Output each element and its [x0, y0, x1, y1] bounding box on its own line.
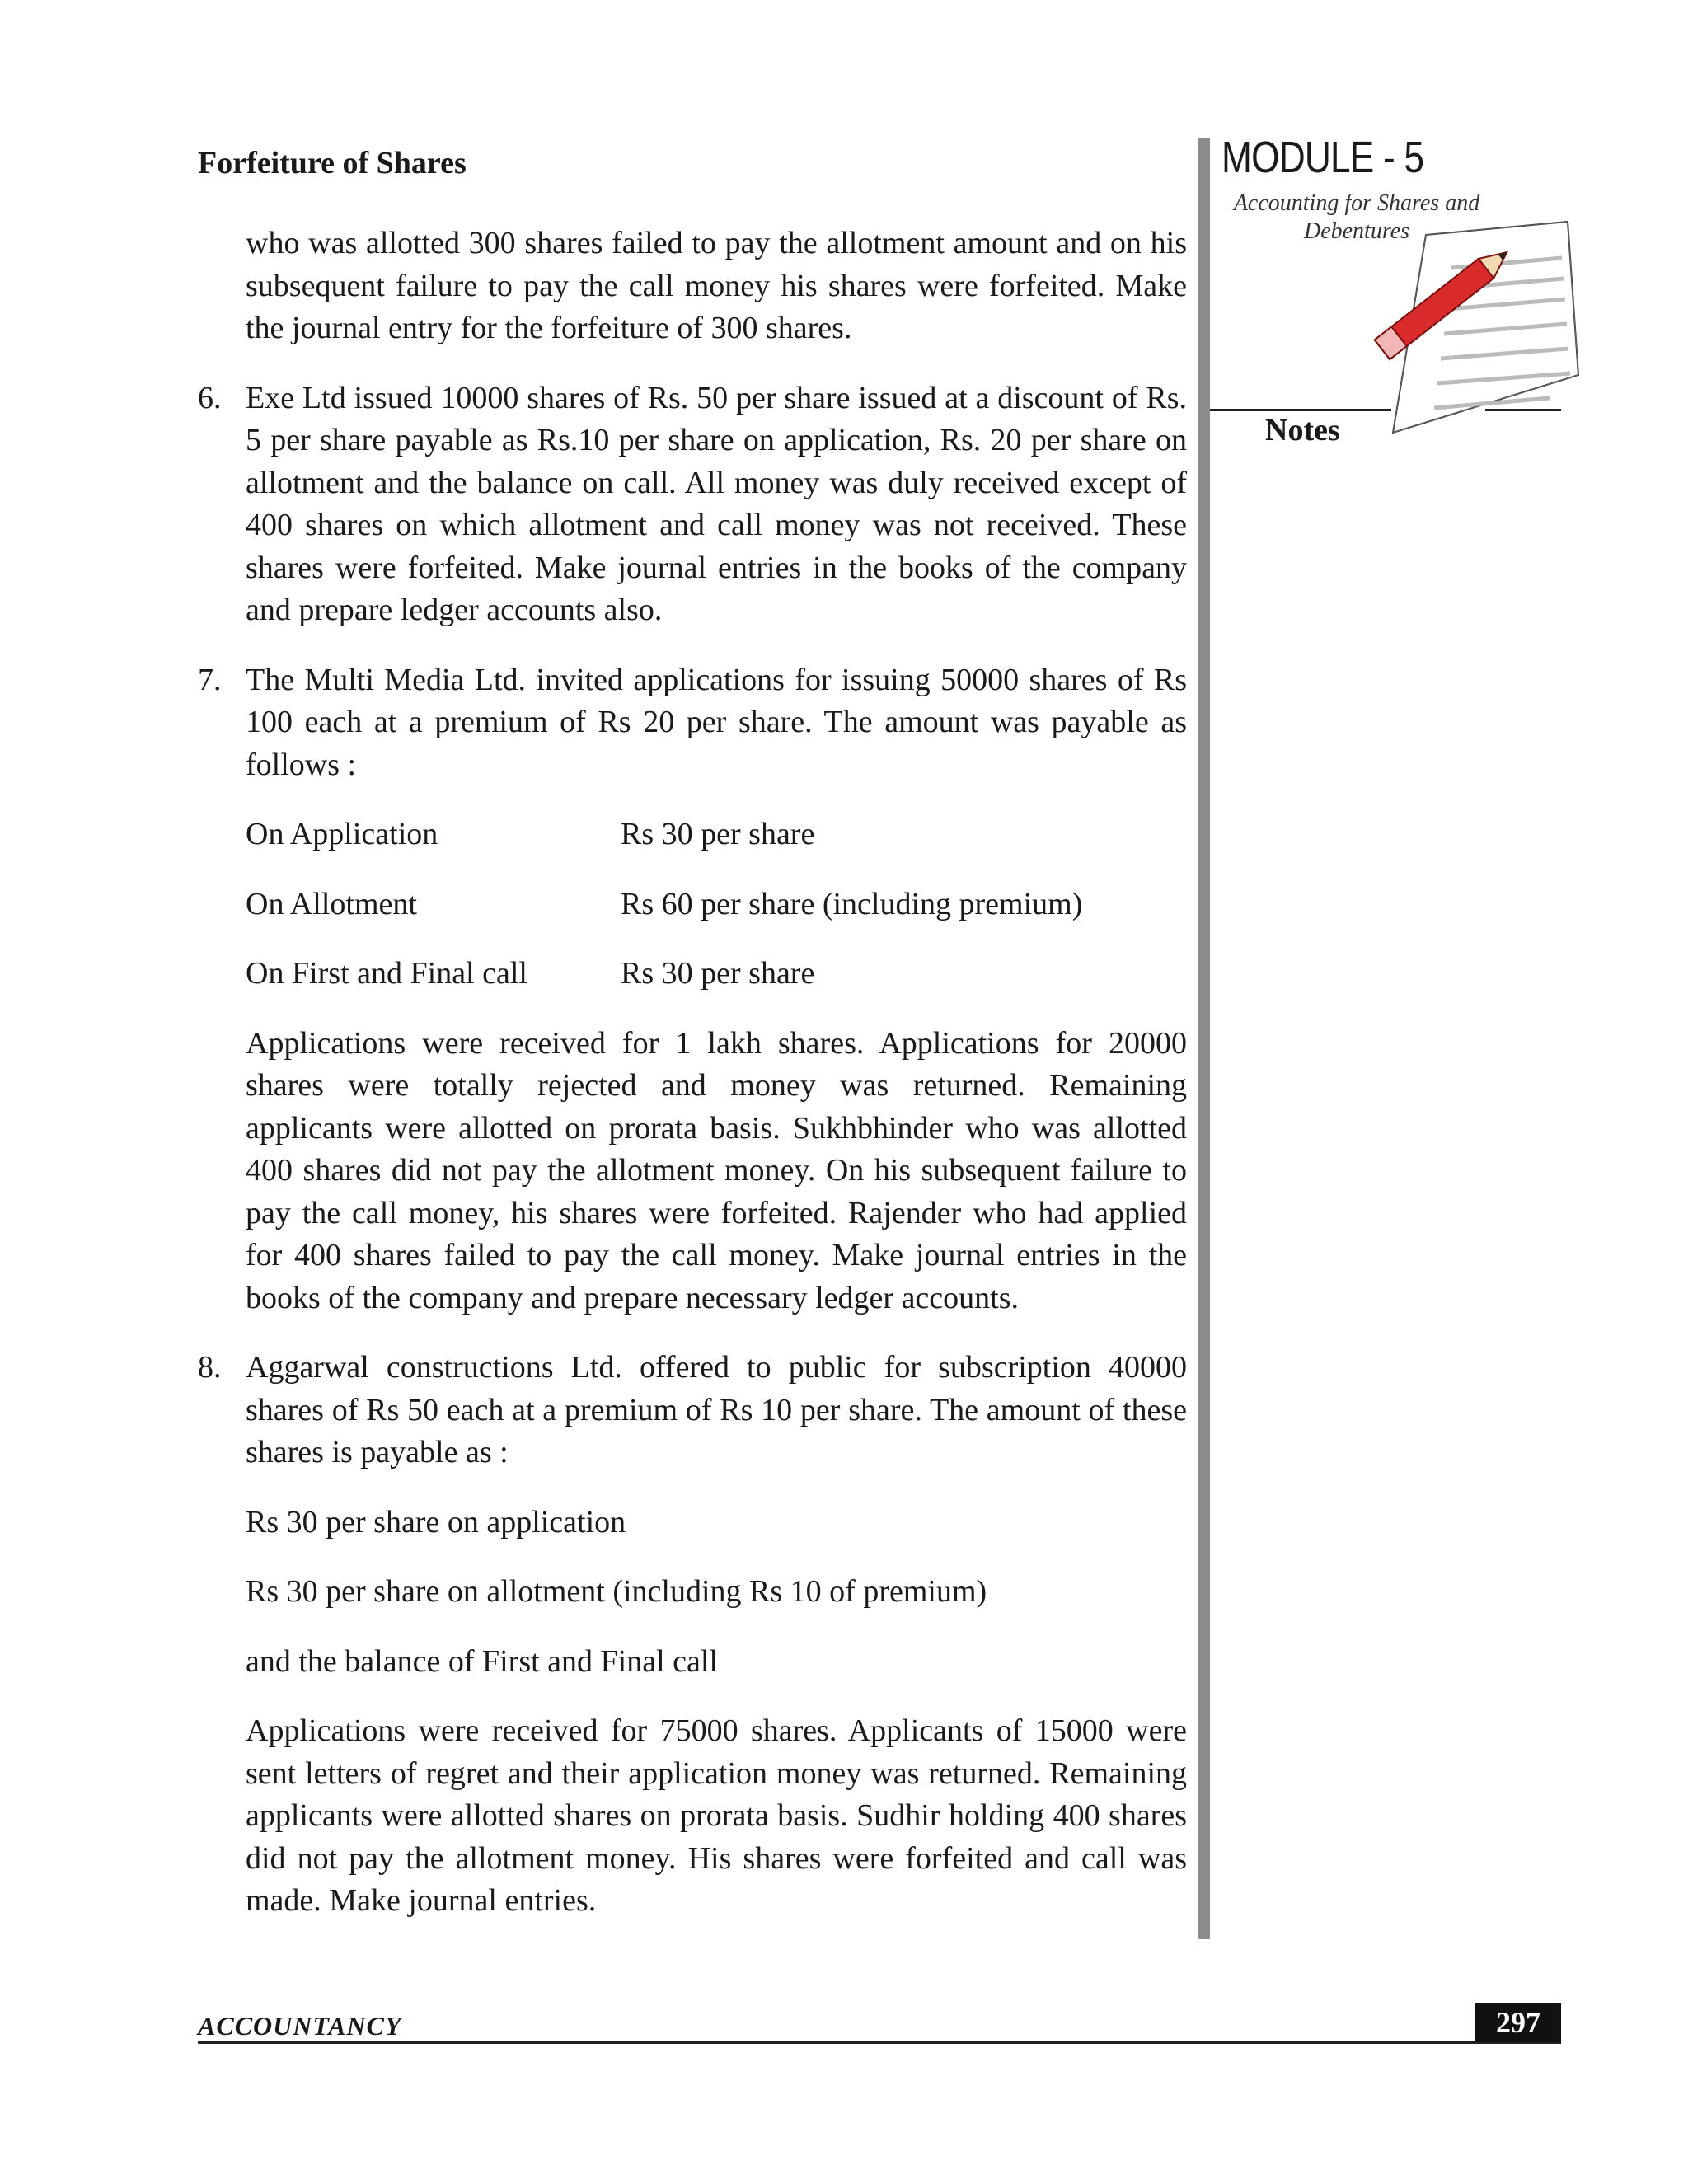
question-text: Exe Ltd issued 10000 shares of Rs. 50 per share issued at a discount of Rs. 5 per share payable as Rs.10 per share on application, Rs. 20 per share on allotment and the balance on call. All money was duly received except of 400 shares on which allotment and call money was not received. These shares were forfeited. Make journal entries in the books of the company and prepare ledger accounts also.: [246, 380, 1187, 627]
question-7: [198, 659, 1187, 787]
notes-pencil-icon: [1352, 210, 1582, 441]
page-number: 297: [1475, 2003, 1561, 2042]
footer-rule: [198, 2041, 1561, 2044]
module-label: MODULE - 5: [1221, 133, 1424, 182]
payment-value: Rs 30 per share: [621, 817, 815, 851]
question-text: Aggarwal constructions Ltd. offered to public for subscription 40000 shares of Rs 50 each at a premium of Rs 10 per share. The amount of these shares is payable as :: [246, 1350, 1187, 1469]
question-8-details: Applications were received for 75000 shares. Applicants of 15000 were sent letters of regret and their application money was returned. Remaining applicants were allotted shares on prorata basis. Sudhir holding 400 shares did not pay the allotment money. His shares were forfeited and call was made. Make journal entries.: [246, 1713, 1187, 1918]
intro-paragraph: who was allotted 300 shares failed to pay the allotment amount and on his subsequent failure to pay the call money his shares were forfeited. Make the journal entry for the forfeiture of 300 shares.: [246, 226, 1187, 345]
page-header-title: Forfeiture of Shares: [198, 146, 467, 180]
payment-line: and the balance of First and Final call: [246, 1643, 718, 1679]
question-8: [198, 1347, 1187, 1474]
margin-divider-bar: [1198, 138, 1210, 1939]
payment-line: Rs 30 per share on application: [246, 1504, 626, 1540]
payment-value: Rs 60 per share (including premium): [621, 886, 1083, 921]
question-number: 8.: [198, 1350, 222, 1385]
payment-value: Rs 30 per share: [621, 956, 815, 991]
payment-row: [198, 953, 1187, 996]
payment-row: [198, 883, 1187, 926]
main-content: [198, 223, 1187, 1923]
module-subtitle-line2: Debentures: [1303, 218, 1410, 244]
payment-line: Rs 30 per share on allotment (including Rs 10 of premium): [246, 1574, 987, 1609]
question-number: 6.: [198, 380, 222, 415]
footer-subject: ACCOUNTANCY: [198, 2011, 402, 2041]
module-subtitle-line1: Accounting for Shares and: [1233, 190, 1480, 216]
payment-label: On Allotment: [246, 886, 417, 921]
question-6: [198, 377, 1187, 632]
payment-label: On First and Final call: [246, 956, 528, 991]
notes-rule-right: [1485, 409, 1561, 411]
payment-label: On Application: [246, 817, 438, 851]
payment-row: [198, 813, 1187, 856]
question-7-details: Applications were received for 1 lakh shares. Applications for 20000 shares were totally rejected and money was returned. Remaining applicants were allotted on prorata basis. Sukhbhinder who was allotted 400 shares did not pay the allotment money. On his subsequent failure to pay the call money, his shares were forfeited. Rajender who had applied for 400 shares failed to pay the call money. Make journal entries in the books of the company and prepare necessary ledger accounts.: [246, 1025, 1187, 1315]
question-text: The Multi Media Ltd. invited applications for issuing 50000 shares of Rs 100 each at a premium of Rs 20 per share. The amount was payable as follows :: [246, 662, 1187, 782]
notes-rule-left: [1210, 409, 1391, 411]
notes-label: Notes: [1265, 413, 1340, 448]
question-number: 7.: [198, 662, 222, 697]
